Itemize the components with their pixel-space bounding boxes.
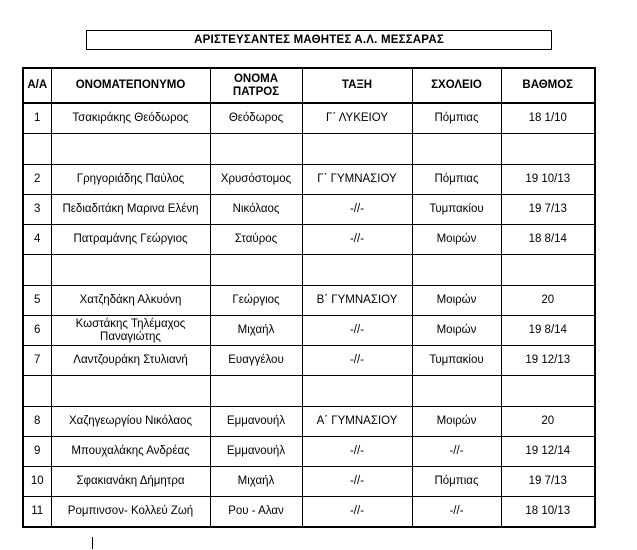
spacer-row — [23, 134, 595, 165]
cell-aa: 1 — [23, 103, 51, 134]
header-aa: Α/Α — [23, 68, 51, 103]
cell-name: Χατζηδάκη Αλκυόνη — [51, 286, 210, 316]
cell-aa: 8 — [23, 407, 51, 437]
cell-name: Λαντζουράκη Στυλιανή — [51, 346, 210, 376]
cell-class: -//- — [302, 497, 412, 528]
cell-school: Τυμπακίου — [412, 346, 501, 376]
text-cursor — [92, 537, 93, 549]
cell-class: -//- — [302, 195, 412, 225]
cell-class: Α΄ ΓΥΜΝΑΣΙΟΥ — [302, 407, 412, 437]
cell-school: Τυμπακίου — [412, 195, 501, 225]
cell-name: Ρομπινσον- Κολλεύ Ζωή — [51, 497, 210, 528]
header-father-line2: ΠΑΤΡΟΣ — [232, 85, 280, 98]
cell-aa: 5 — [23, 286, 51, 316]
header-father — [210, 68, 302, 103]
cell-name: Πεδιαδιτάκη Μαρινα Ελένη — [51, 195, 210, 225]
table-row — [23, 195, 595, 225]
table-row — [23, 407, 595, 437]
cell-father: Θεόδωρος — [210, 103, 302, 134]
cell-grade: 19 12/13 — [501, 346, 595, 376]
cell-class: Γ΄ ΛΥΚΕΙΟΥ — [302, 103, 412, 134]
cell-grade: 19 12/14 — [501, 437, 595, 467]
spacer-row — [23, 376, 595, 407]
table-row — [23, 467, 595, 497]
table-row — [23, 286, 595, 316]
cell-school: Πόμπιας — [412, 103, 501, 134]
header-grade: ΒΑΘΜΟΣ — [501, 68, 595, 103]
table-row — [23, 103, 595, 134]
cell-father: Ευαγγέλου — [210, 346, 302, 376]
students-table — [22, 67, 596, 528]
cell-father: Χρυσόστομος — [210, 165, 302, 195]
cell-grade: 19 8/14 — [501, 316, 595, 346]
cell-school: Πόμπιας — [412, 467, 501, 497]
cell-grade: 20 — [501, 286, 595, 316]
cell-aa: 6 — [23, 316, 51, 346]
table-row — [23, 497, 595, 528]
table-row — [23, 346, 595, 376]
cell-class: Γ΄ ΓΥΜΝΑΣΙΟΥ — [302, 165, 412, 195]
spacer-row — [23, 255, 595, 286]
cell-name: Μπουχαλάκης Ανδρέας — [51, 437, 210, 467]
cell-grade: 20 — [501, 407, 595, 437]
header-school: ΣΧΟΛΕΙΟ — [412, 68, 501, 103]
cell-class: -//- — [302, 467, 412, 497]
cell-father: Μιχαήλ — [210, 316, 302, 346]
cell-class: Β΄ ΓΥΜΝΑΣΙΟΥ — [302, 286, 412, 316]
cell-school: Μοιρών — [412, 286, 501, 316]
cell-class: -//- — [302, 346, 412, 376]
cell-grade: 18 1/10 — [501, 103, 595, 134]
cell-school: Μοιρών — [412, 316, 501, 346]
cell-grade: 18 10/13 — [501, 497, 595, 528]
cell-name: Πατραμάνης Γεώργιος — [51, 225, 210, 255]
cell-father: Νικόλαος — [210, 195, 302, 225]
cell-aa: 9 — [23, 437, 51, 467]
cell-grade: 19 10/13 — [501, 165, 595, 195]
cell-school: Πόμπιας — [412, 165, 501, 195]
cell-father: Εμμανουήλ — [210, 407, 302, 437]
header-row — [23, 68, 595, 103]
cell-name: Γρηγοριάδης Παύλος — [51, 165, 210, 195]
cell-aa: 4 — [23, 225, 51, 255]
cell-school: -//- — [412, 437, 501, 467]
cell-father: Γεώργιος — [210, 286, 302, 316]
cell-aa: 3 — [23, 195, 51, 225]
header-name: ΟΝΟΜΑΤΕΠΟΝΥΜΟ — [51, 68, 210, 103]
cell-grade: 19 7/13 — [501, 195, 595, 225]
cell-aa: 11 — [23, 497, 51, 528]
cell-aa: 10 — [23, 467, 51, 497]
table-row — [23, 437, 595, 467]
cell-aa: 2 — [23, 165, 51, 195]
cell-name: Τσακιράκης Θεόδωρος — [51, 103, 210, 134]
cell-father: Σταύρος — [210, 225, 302, 255]
cell-class: -//- — [302, 316, 412, 346]
header-class: ΤΑΞΗ — [302, 68, 412, 103]
header-father-line1: ΟΝΟΜΑ — [233, 72, 279, 85]
table-row — [23, 165, 595, 195]
cell-school: -//- — [412, 497, 501, 528]
cell-school: Μοιρών — [412, 225, 501, 255]
cell-father: Ρου - Αλαν — [210, 497, 302, 528]
cell-class: -//- — [302, 437, 412, 467]
cell-name: Σφακιανάκη Δήμητρα — [51, 467, 210, 497]
table-row — [23, 225, 595, 255]
cell-name: Χαζηγεωργίου Νικόλαος — [51, 407, 210, 437]
cell-class: -//- — [302, 225, 412, 255]
cell-father: Εμμανουήλ — [210, 437, 302, 467]
cell-father: Μιχαήλ — [210, 467, 302, 497]
table-row — [23, 316, 595, 346]
cell-school: Μοιρών — [412, 407, 501, 437]
cell-grade: 18 8/14 — [501, 225, 595, 255]
cell-aa: 7 — [23, 346, 51, 376]
cell-name: Κωστάκης Τηλέμαχος Παναγιώτης — [51, 316, 210, 346]
document-title: ΑΡΙΣΤΕΥΣΑΝΤΕΣ ΜΑΘΗΤΕΣ Α.Λ. ΜΕΣΣΑΡΑΣ — [86, 30, 552, 50]
cell-grade: 19 7/13 — [501, 467, 595, 497]
